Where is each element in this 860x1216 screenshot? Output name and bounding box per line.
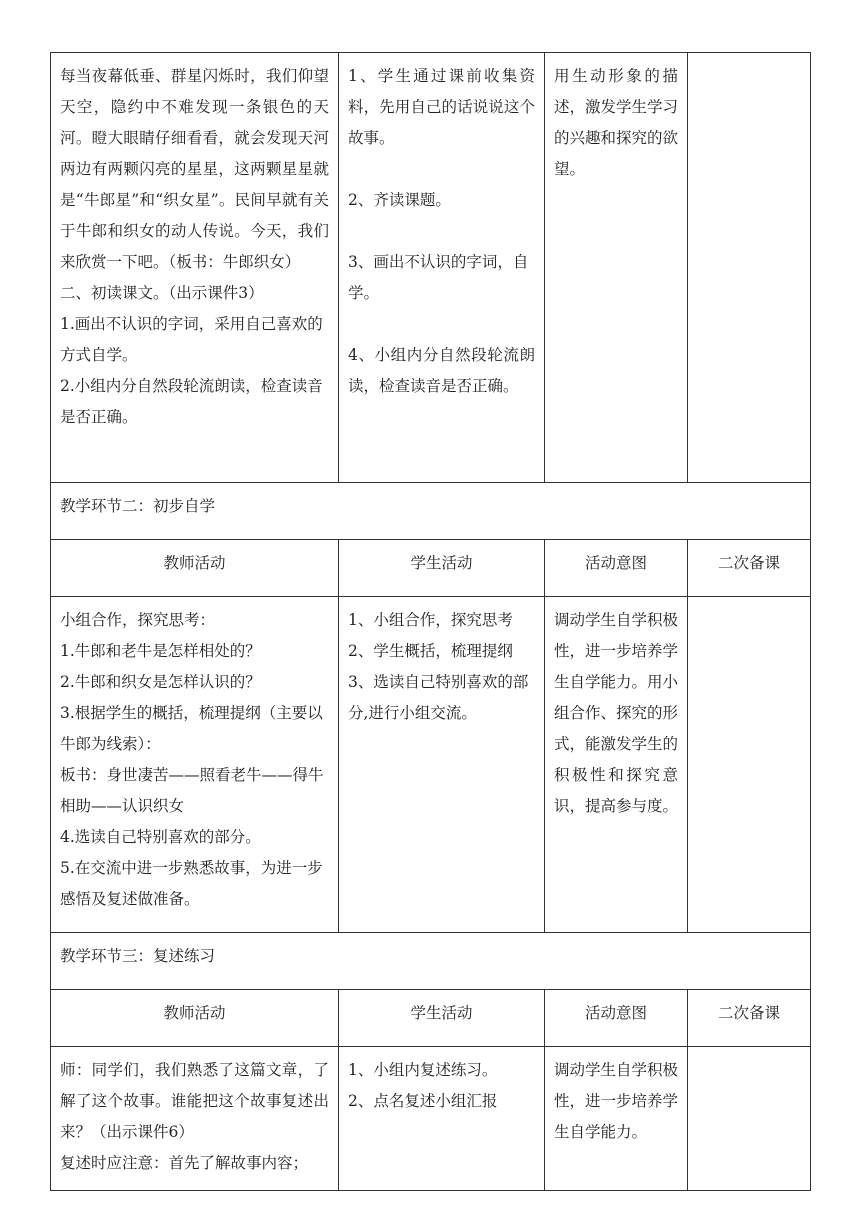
section2-notes-cell	[688, 597, 811, 933]
block1-notes-cell	[688, 53, 811, 483]
student-item: 3、画出不认识的字词，自学。	[348, 253, 529, 302]
section3-header-row	[51, 990, 811, 1047]
student-item: 4、小组内分自然段轮流朗读，检查读音是否正确。	[348, 346, 535, 395]
student-item: 1、小组合作，探究思考	[348, 611, 513, 629]
column-header-student: 学生活动	[339, 990, 545, 1047]
section2-teacher-cell	[51, 597, 339, 933]
lesson-plan-table	[50, 52, 811, 1191]
section2-content-row	[51, 597, 811, 933]
student-item: 2、学生概括，梳理提纲	[348, 642, 513, 660]
section-title: 教学环节二：初步自学	[51, 483, 811, 540]
teacher-paragraph: 小组合作，探究思考：	[60, 611, 216, 629]
teacher-paragraph: 板书：身世凄苦——照看老牛——得牛相助——认识织女	[60, 766, 324, 815]
teacher-paragraph: 1.牛郎和老牛是怎样相处的？	[60, 642, 261, 660]
teacher-paragraph: 复述时应注意：首先了解故事内容；	[60, 1154, 309, 1172]
column-header-notes: 二次备课	[688, 540, 811, 597]
spacer	[348, 309, 535, 340]
teacher-paragraph: 每当夜幕低垂、群星闪烁时，我们仰望天空，隐约中不难发现一条银色的天河。瞪大眼睛仔细看看，就会发现天河两边有两颗闪亮的星星，这两颗星星就是“牛郎星”和“织女星”。民间早就有关于牛郎和织女的动人传说。今天，我们来欣赏一下吧。（板书：牛郎织女）	[60, 67, 329, 271]
column-header-teacher: 教师活动	[51, 990, 339, 1047]
section3-intent-cell	[545, 1047, 688, 1191]
block1-student-cell	[339, 53, 545, 483]
teacher-paragraph: 2.牛郎和织女是怎样认识的？	[60, 673, 261, 691]
section3-content-row	[51, 1047, 811, 1191]
section2-student-cell	[339, 597, 545, 933]
block1-intent-cell	[545, 53, 688, 483]
intent-text: 用生动形象的描述，激发学生学习的兴趣和探究的欲望。	[554, 67, 679, 178]
teacher-paragraph: 3.根据学生的概括，梳理提纲（主要以牛郎为线索）：	[60, 704, 323, 753]
teacher-paragraph: 4.选读自己特别喜欢的部分。	[60, 828, 261, 846]
column-header-notes: 二次备课	[688, 990, 811, 1047]
block1-teacher-cell	[51, 53, 339, 483]
column-header-intent: 活动意图	[545, 990, 688, 1047]
spacer	[348, 216, 535, 247]
section3-notes-cell	[688, 1047, 811, 1191]
column-header-teacher: 教师活动	[51, 540, 339, 597]
teacher-paragraph: 1.画出不认识的字词，采用自己喜欢的方式自学。	[60, 315, 323, 364]
column-header-student: 学生活动	[339, 540, 545, 597]
student-item: 1、小组内复述练习。	[348, 1061, 498, 1079]
student-item: 2、点名复述小组汇报	[348, 1092, 498, 1110]
section2-intent-cell	[545, 597, 688, 933]
teacher-paragraph: 师：同学们，我们熟悉了这篇文章，了解了这个故事。谁能把这个故事复述出来？（出示课件6）	[60, 1061, 329, 1141]
section3-teacher-cell	[51, 1047, 339, 1191]
section2-header-row	[51, 540, 811, 597]
section3-title-row	[51, 933, 811, 990]
teacher-paragraph: 2.小组内分自然段轮流朗读，检查读音是否正确。	[60, 377, 323, 426]
column-header-intent: 活动意图	[545, 540, 688, 597]
block1-row	[51, 53, 811, 483]
intent-text: 调动学生自学积极性，进一步培养学生自学能力。	[554, 1061, 679, 1141]
section3-student-cell	[339, 1047, 545, 1191]
student-item: 2、齐读课题。	[348, 191, 451, 209]
section-title: 教学环节三：复述练习	[51, 933, 811, 990]
student-item: 3、选读自己特别喜欢的部分,进行小组交流。	[348, 673, 529, 722]
teacher-paragraph: 5.在交流中进一步熟悉故事，为进一步感悟及复述做准备。	[60, 859, 323, 908]
intent-text: 调动学生自学积极性，进一步培养学生自学能力。用小组合作、探究的形式，能激发学生的积极性和探究意识，提高参与度。	[554, 611, 679, 815]
spacer	[348, 154, 535, 185]
section2-title-row	[51, 483, 811, 540]
teacher-paragraph: 二、初读课文。（出示课件3）	[60, 284, 264, 302]
student-item: 1、学生通过课前收集资料，先用自己的话说说这个故事。	[348, 67, 535, 147]
